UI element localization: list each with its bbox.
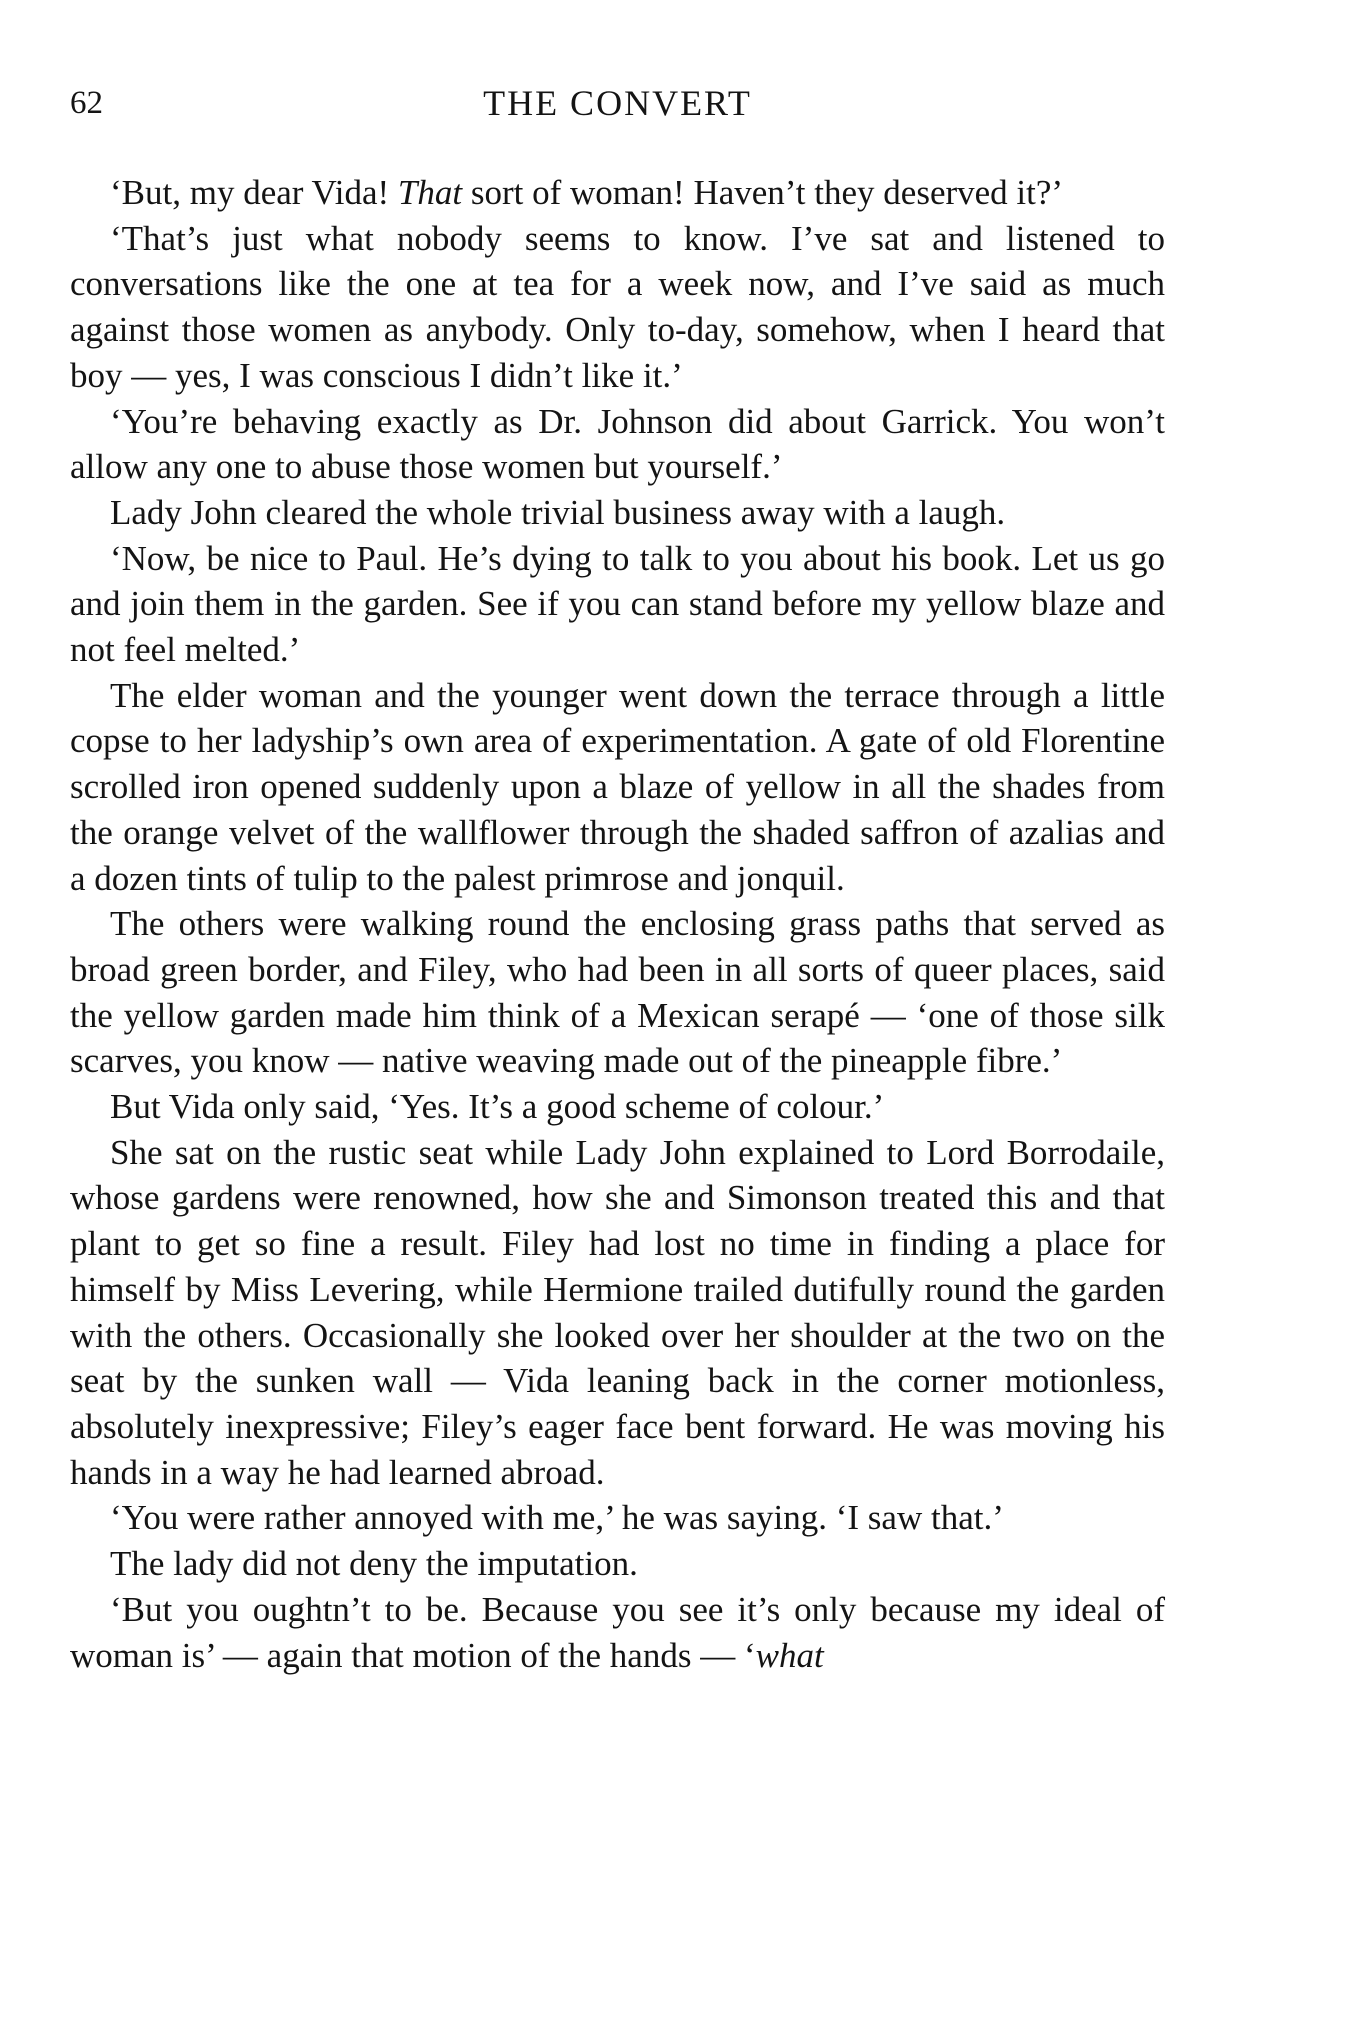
paragraph xyxy=(70,901,1165,1084)
text-run: The others were walking round the enclosing grass paths that served as broad green border, and Filey, who had been in all sorts of queer places, said the yellow garden made him think of a Mexican serapé — ‘one of those silk scarves, you know — native weaving made out of the pineapple fibre.’ xyxy=(70,904,1165,1081)
paragraph xyxy=(70,536,1165,673)
text-run: ‘That’s just what nobody seems to know. I’ve sat and listened to conversations like the one at tea for a week now, and I’ve said as much against those women as anybody. Only to-day, somehow, when I heard that boy — yes, I was conscious I didn’t like it.’ xyxy=(70,218,1165,395)
paragraph xyxy=(70,170,1165,216)
italic-text: That xyxy=(397,173,463,212)
paragraph xyxy=(70,1084,1165,1130)
running-title: THE CONVERT xyxy=(483,83,752,123)
text-run: The elder woman and the younger went down the terrace through a little copse to her ladyship’s own area of experimentation. A gate of old Florentine scrolled iron opened suddenly upon a blaze of yellow in all the shades from the orange velvet of the wallflower through the shaded saffron of azalias and a dozen tints of tulip to the palest primrose and jonquil. xyxy=(70,675,1165,898)
text-run: But Vida only said, ‘Yes. It’s a good scheme of colour.’ xyxy=(110,1087,885,1127)
text-run: ‘But you oughtn’t to be. Because you see it’s only because my ideal of woman is’ — again that motion of the hands — ‘ xyxy=(70,1589,1165,1675)
paragraph xyxy=(70,216,1165,399)
page-header xyxy=(70,78,1165,128)
paragraph xyxy=(70,1495,1165,1541)
paragraph xyxy=(70,1130,1165,1496)
text-run: sort of woman! Haven’t they deserved it?’ xyxy=(462,173,1064,212)
paragraph xyxy=(70,490,1165,536)
text-run: ‘But, my dear Vida! xyxy=(110,173,398,212)
paragraph xyxy=(70,1541,1165,1587)
text-run: Lady John cleared the whole trivial business away with a laugh. xyxy=(110,492,1006,532)
text-run: The lady did not deny the imputation. xyxy=(110,1544,638,1584)
page-number: 62 xyxy=(70,85,103,121)
body-text xyxy=(70,170,1165,1678)
paragraph xyxy=(70,673,1165,902)
italic-text: what xyxy=(755,1635,824,1675)
paragraph xyxy=(70,1587,1165,1678)
text-run: ‘Now, be nice to Paul. He’s dying to talk to you about his book. Let us go and join them in the garden. See if you can stand before my yellow blaze and not feel melted.’ xyxy=(70,538,1165,670)
text-run: ‘You’re behaving exactly as Dr. Johnson did about Garrick. You won’t allow any one to abuse those women but yourself.’ xyxy=(70,401,1165,487)
text-run: She sat on the rustic seat while Lady John explained to Lord Borrodaile, whose gardens were renowned, how she and Simonson treated this and that plant to get so fine a result. Filey had lost no time in finding a place for himself by Miss Levering, while Hermione trailed dutifully round the garden with the others. Occasionally she looked over her shoulder at the two on the seat by the sunken wall — Vida leaning back in the corner motionless, absolutely inexpressive; Filey’s eager face bent forward. He was moving his hands in a way he had learned abroad. xyxy=(70,1132,1165,1492)
text-run: ‘You were rather annoyed with me,’ he was saying. ‘I saw that.’ xyxy=(110,1498,1004,1538)
paragraph xyxy=(70,399,1165,490)
